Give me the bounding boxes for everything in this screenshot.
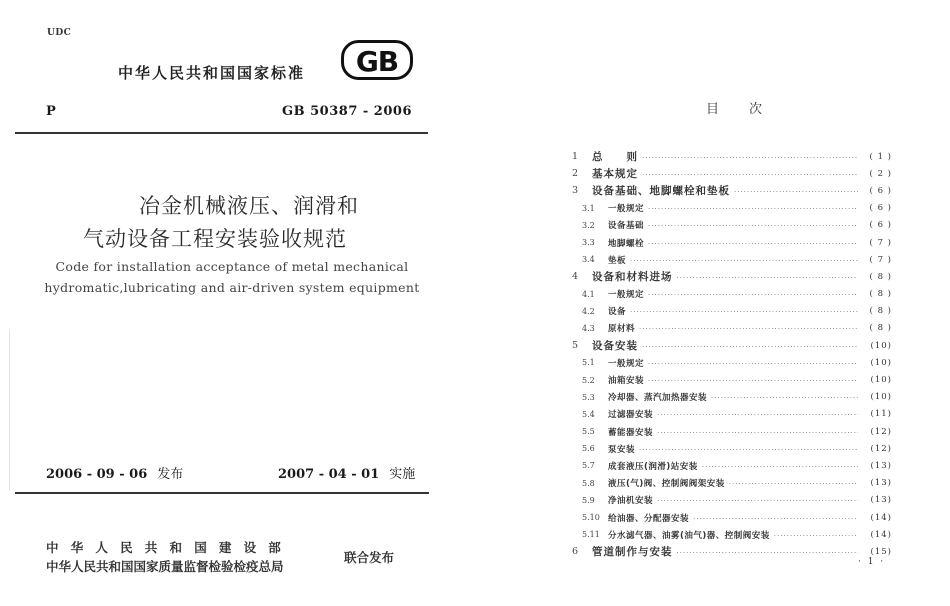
toc-entry-page: (14) <box>870 529 892 540</box>
toc-entry-page: (15) <box>870 546 892 557</box>
toc-entry[interactable] <box>572 234 892 251</box>
toc-entry-number: 4 <box>572 271 579 283</box>
toc-entry[interactable] <box>572 148 892 165</box>
toc-entry-page: (11) <box>870 409 892 420</box>
toc-entry-number: 5.1 <box>582 358 595 368</box>
cover-page <box>0 0 470 606</box>
issue-date-value: 2006 - 09 - 06 <box>46 467 148 482</box>
title-english <box>44 256 420 298</box>
toc-leader-dots <box>630 255 858 265</box>
toc-entry-label: 过滤器安装 <box>608 410 654 421</box>
toc-entry[interactable] <box>572 337 892 354</box>
toc-entry-page: (10) <box>870 392 892 403</box>
toc-entry[interactable] <box>572 371 892 388</box>
toc-entry-number: 5.5 <box>582 427 595 437</box>
toc-leader-dots <box>648 238 858 248</box>
toc-leader-dots <box>648 203 858 213</box>
toc-entry[interactable] <box>572 354 892 371</box>
toc-entry-label: 原材料 <box>608 324 636 335</box>
title-cn-line1: 冶金机械液压、润滑和 <box>139 194 359 218</box>
toc-entry-number: 3.2 <box>582 220 595 230</box>
toc-leader-dots <box>639 444 858 454</box>
title-en-line2: hydromatic,lubricating and air-driven system equipment <box>44 280 420 295</box>
toc-entry-number: 3.4 <box>582 255 595 265</box>
toc-entry[interactable] <box>572 475 892 492</box>
toc-entry[interactable] <box>572 286 892 303</box>
toc-entry[interactable] <box>572 165 892 182</box>
toc-entry[interactable] <box>572 492 892 509</box>
issue-label: 发布 <box>157 467 184 482</box>
toc-entry-label: 基本规定 <box>592 168 638 181</box>
toc-entry-label: 一般规定 <box>608 358 645 369</box>
toc-entry-label: 设备基础、地脚螺栓和垫板 <box>592 185 730 198</box>
toc-entry[interactable] <box>572 423 892 440</box>
margin-line <box>9 330 10 490</box>
toc-leader-dots <box>642 341 858 351</box>
toc-entry-number: 5.8 <box>582 478 595 488</box>
bottom-divider <box>15 492 429 494</box>
toc-leader-dots <box>657 409 858 419</box>
toc-entry-page: (12) <box>870 443 892 454</box>
toc-entry-page: ( 8 ) <box>869 289 892 300</box>
issue-date <box>46 463 183 482</box>
toc-leader-dots <box>648 358 858 368</box>
toc-entry-number: 5.10 <box>582 513 600 523</box>
toc-entry-number: 3 <box>572 185 579 197</box>
toc-entry-number: 4.1 <box>582 289 595 299</box>
toc-entry-label: 总 则 <box>592 151 638 164</box>
toc-entry[interactable] <box>572 303 892 320</box>
toc-entry[interactable] <box>572 440 892 457</box>
toc-leader-dots <box>657 495 858 505</box>
toc-entry-number: 2 <box>572 168 579 180</box>
gb-logo-icon <box>341 40 413 80</box>
toc-entry-page: (10) <box>870 357 892 368</box>
implementation-date-value: 2007 - 04 - 01 <box>278 467 380 482</box>
implementation-label: 实施 <box>389 467 416 482</box>
toc-entry-label: 设备基础 <box>608 221 645 232</box>
toc-leader-dots <box>657 427 858 437</box>
title-en-line1: Code for installation acceptance of metal mechanical <box>55 259 409 274</box>
toc-entry[interactable] <box>572 406 892 423</box>
page-number: · 1 · <box>858 557 886 567</box>
toc-entry-number: 5.4 <box>582 409 595 419</box>
toc-entry-label: 分水滤气器、油雾(油气)器、控制阀安装 <box>608 530 770 541</box>
publisher-block <box>46 538 293 576</box>
toc-entry-label: 地脚螺栓 <box>608 238 645 249</box>
toc-entry-page: ( 6 ) <box>869 203 892 214</box>
toc-entry-page: ( 8 ) <box>869 306 892 317</box>
toc-entry[interactable] <box>572 200 892 217</box>
toc-entry-number: 5.11 <box>582 530 600 540</box>
toc-entry-number: 1 <box>572 151 579 163</box>
toc-entry-number: 4.3 <box>582 323 595 333</box>
toc-entry-page: ( 1 ) <box>869 151 892 162</box>
publisher-aqsiq: 中华人民共和国国家质量监督检验检疫总局 <box>46 559 284 574</box>
toc-entry-page: ( 6 ) <box>869 185 892 196</box>
toc-leader-dots <box>734 186 858 196</box>
toc-entry[interactable] <box>572 268 892 285</box>
toc-entry[interactable] <box>572 320 892 337</box>
toc-entry[interactable] <box>572 543 892 560</box>
toc-entry-label: 一般规定 <box>608 290 645 301</box>
toc-entry-page: (13) <box>870 495 892 506</box>
toc-entry-label: 成套液压(润滑)站安装 <box>608 461 698 472</box>
toc-leader-dots <box>639 323 858 333</box>
toc-entry-page: (13) <box>870 478 892 489</box>
standard-number: GB 50387 - 2006 <box>282 104 412 119</box>
toc-entry-page: ( 6 ) <box>869 220 892 231</box>
toc-title: 目次 <box>706 102 793 117</box>
title-cn-line2: 气动设备工程安装验收规范 <box>83 227 347 251</box>
toc-list <box>572 148 892 561</box>
toc-entry-number: 5.6 <box>582 444 595 454</box>
toc-entry-page: ( 2 ) <box>869 168 892 179</box>
toc-entry-page: (10) <box>870 375 892 386</box>
toc-entry-page: ( 8 ) <box>869 271 892 282</box>
toc-entry-number: 5 <box>572 340 579 352</box>
classification-code: P <box>46 104 56 119</box>
toc-entry-number: 6 <box>572 546 579 558</box>
toc-entry-label: 垫板 <box>608 255 627 266</box>
toc-entry-label: 设备 <box>608 307 627 318</box>
toc-entry-label: 一般规定 <box>608 204 645 215</box>
toc-entry[interactable] <box>572 389 892 406</box>
toc-entry-number: 5.3 <box>582 392 595 402</box>
toc-entry-label: 液压(气)阀、控制阀阀架安装 <box>608 479 725 490</box>
svg-text:GB: GB <box>355 45 399 78</box>
national-standard-heading: 中华人民共和国国家标准 <box>118 64 306 82</box>
toc-leader-dots <box>648 375 858 385</box>
toc-entry[interactable] <box>572 509 892 526</box>
toc-entry-number: 3.1 <box>582 203 595 213</box>
udc-label: UDC <box>47 28 72 38</box>
publisher-ministry: 中华人民共和国建设部 <box>46 540 294 555</box>
implementation-date <box>278 463 415 482</box>
toc-entry-number: 5.7 <box>582 461 595 471</box>
toc-entry-label: 给油器、分配器安装 <box>608 513 690 524</box>
toc-entry-number: 5.9 <box>582 495 595 505</box>
toc-leader-dots <box>642 169 858 179</box>
toc-entry-label: 蓄能器安装 <box>608 427 654 438</box>
toc-leader-dots <box>648 220 858 230</box>
top-divider <box>15 132 428 134</box>
toc-leader-dots <box>729 478 858 488</box>
toc-entry-page: (12) <box>870 426 892 437</box>
toc-entry-label: 冷却器、蒸汽加热器安装 <box>608 393 708 404</box>
toc-entry[interactable] <box>572 526 892 543</box>
toc-entry-page: ( 8 ) <box>869 323 892 334</box>
toc-entry-page: ( 7 ) <box>869 237 892 248</box>
toc-leader-dots <box>677 272 859 282</box>
toc-entry[interactable] <box>572 182 892 199</box>
toc-entry-label: 设备和材料进场 <box>592 271 673 284</box>
toc-entry-label: 油箱安装 <box>608 376 645 387</box>
toc-entry[interactable] <box>572 217 892 234</box>
toc-entry-label: 泵安装 <box>608 444 636 455</box>
toc-leader-dots <box>774 530 858 540</box>
toc-entry-number: 3.3 <box>582 238 595 248</box>
toc-page <box>470 0 950 606</box>
toc-entry[interactable] <box>572 457 892 474</box>
toc-entry-page: (13) <box>870 460 892 471</box>
toc-leader-dots <box>642 152 858 162</box>
toc-leader-dots <box>677 547 859 557</box>
title-chinese <box>0 190 470 256</box>
toc-entry-label: 设备安装 <box>592 340 638 353</box>
toc-entry-label: 管道制作与安装 <box>592 546 673 559</box>
toc-entry-page: (10) <box>870 340 892 351</box>
toc-entry-page: (14) <box>870 512 892 523</box>
toc-entry[interactable] <box>572 251 892 268</box>
toc-leader-dots <box>648 289 858 299</box>
toc-entry-number: 4.2 <box>582 306 595 316</box>
toc-entry-page: ( 7 ) <box>869 254 892 265</box>
toc-leader-dots <box>711 392 858 402</box>
toc-leader-dots <box>702 461 858 471</box>
joint-publish-label: 联合发布 <box>344 550 395 565</box>
toc-entry-label: 净油机安装 <box>608 496 654 507</box>
toc-entry-number: 5.2 <box>582 375 595 385</box>
toc-leader-dots <box>693 513 858 523</box>
toc-leader-dots <box>630 306 858 316</box>
